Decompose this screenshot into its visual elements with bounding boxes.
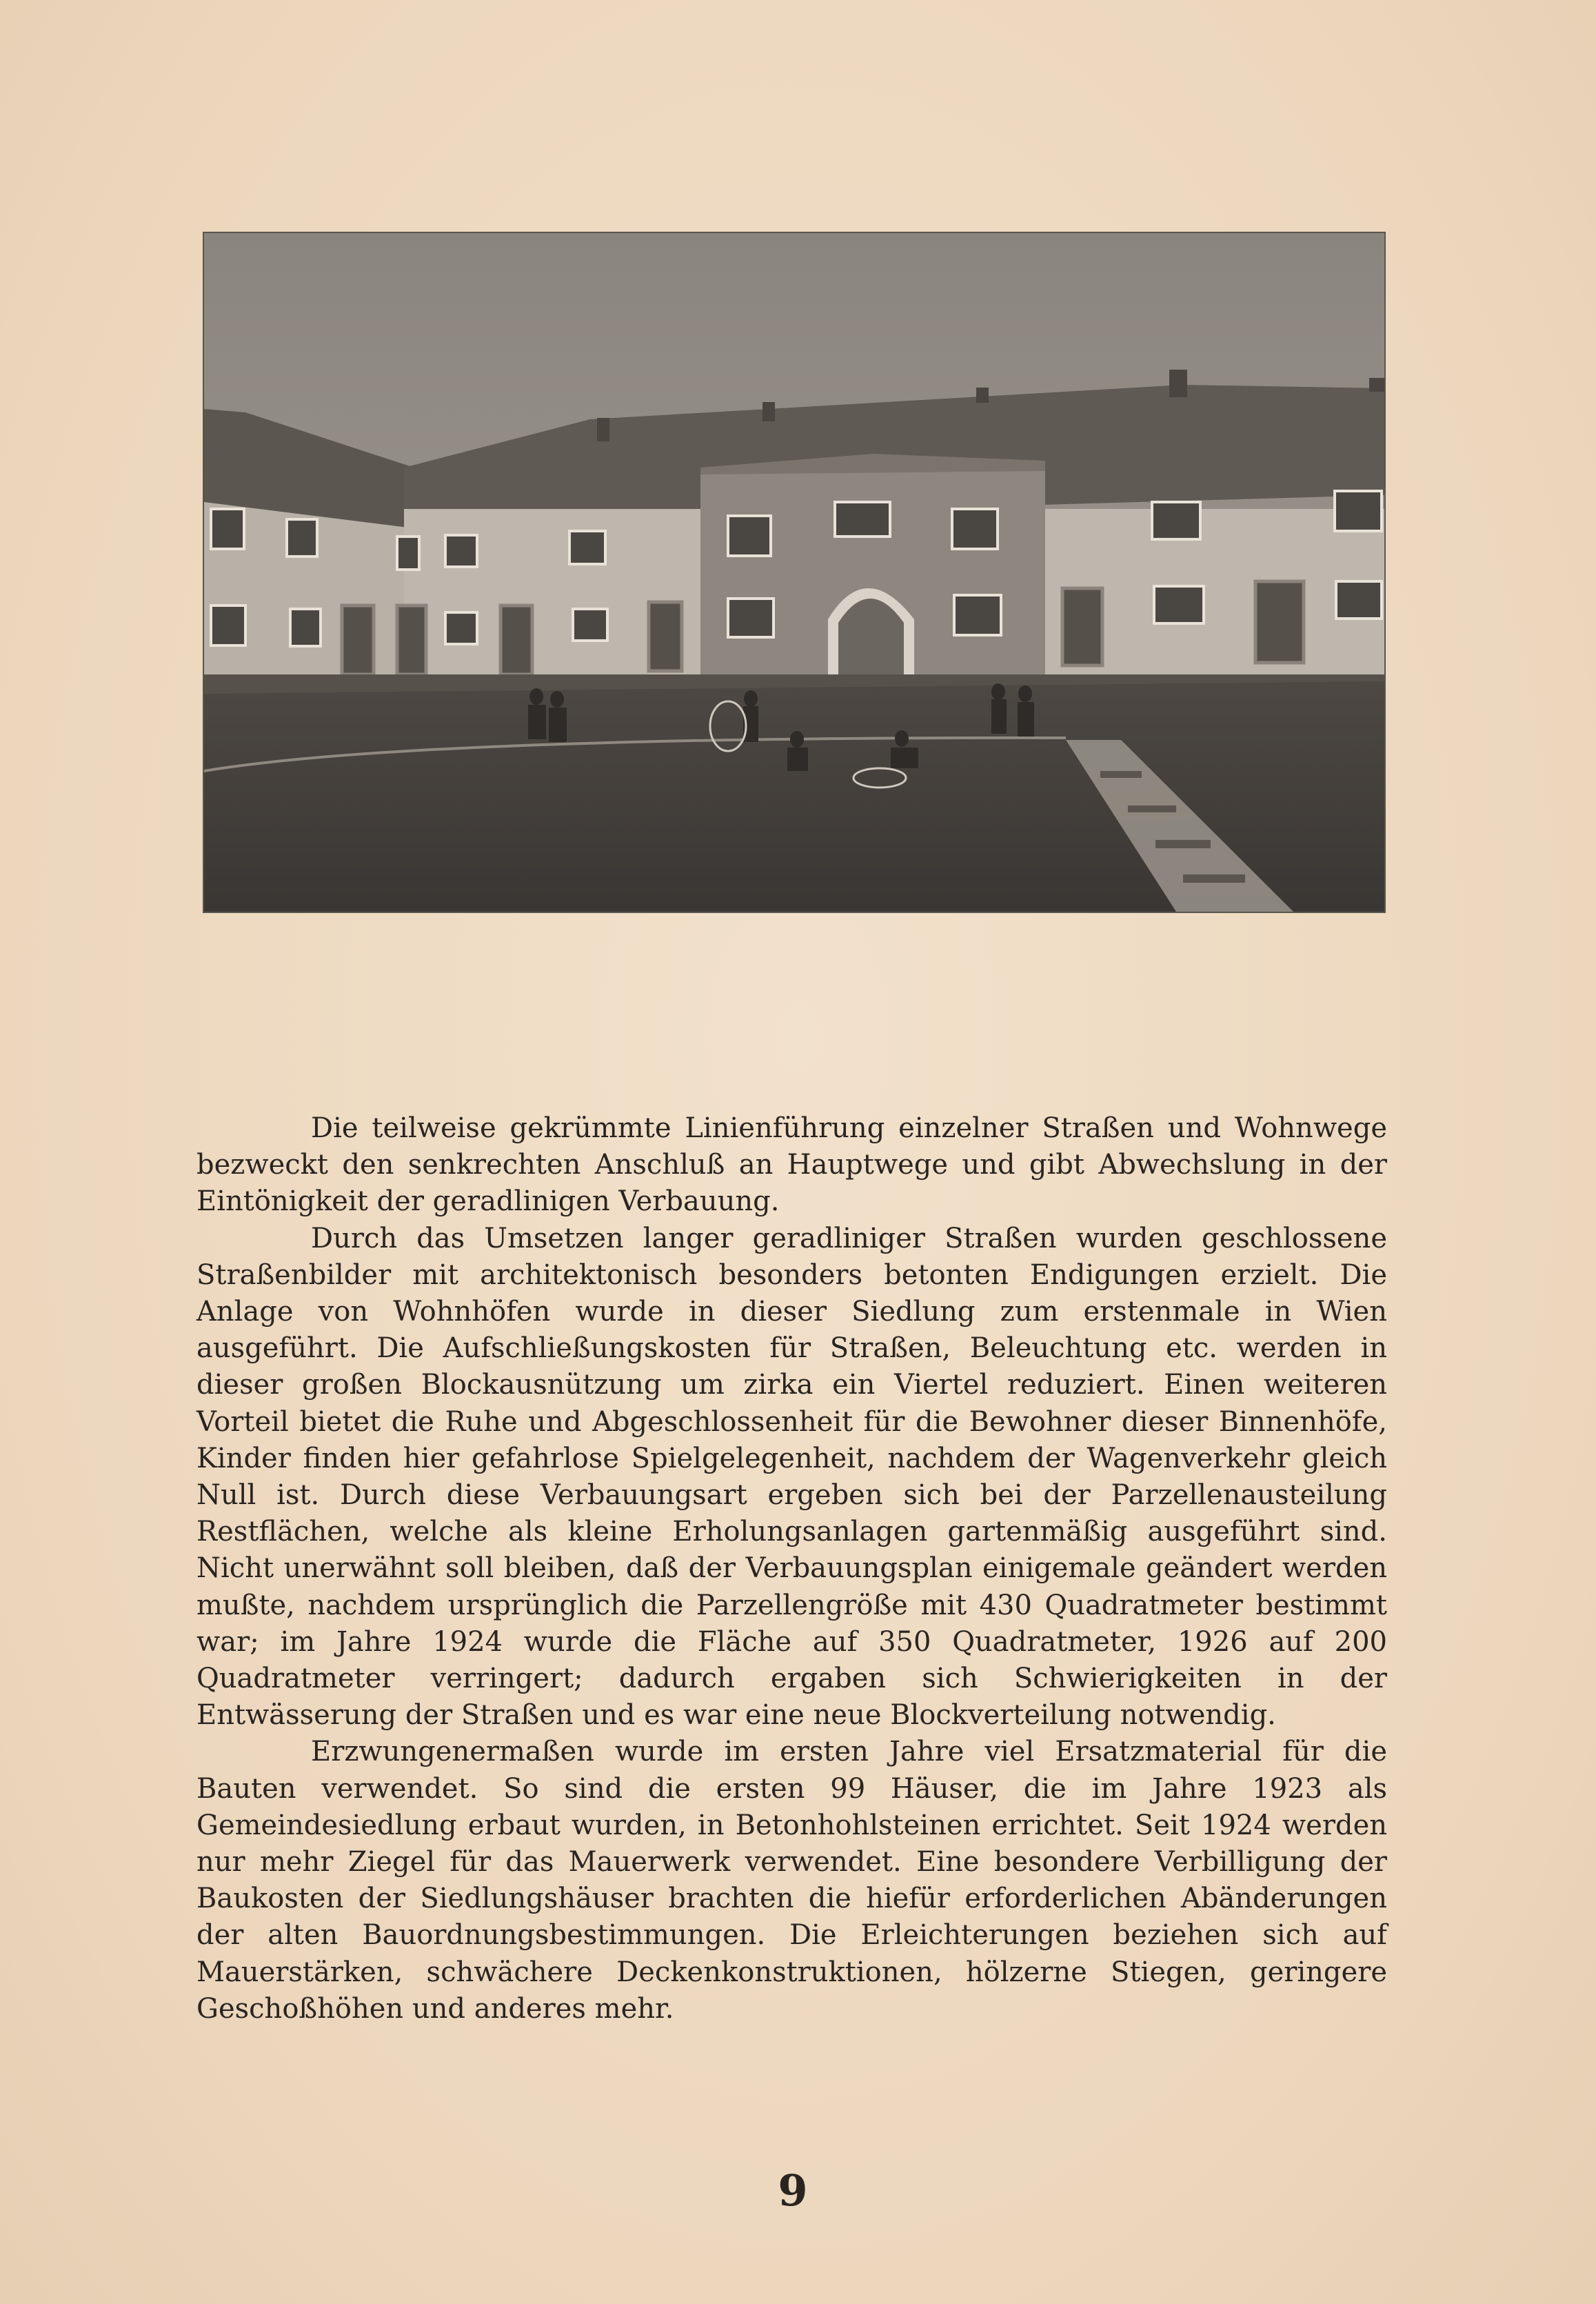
paragraph-3: Erzwungenermaßen wurde im ersten Jahre viel Ersatzmaterial für die Bauten verwendet. So sind die ersten 99 Häuser, die im Jahre 1923 als Gemeindesiedlung erbaut wurden, in Betonhohlsteinen errichtet. Seit 1924 werden nur mehr Ziegel für das Mauerwerk verwendet. Eine besondere Verbilligung der Baukosten der Siedlungshäuser brachten die hiefür erforderlichen Abänderungen der alten Bauordnungsbestimmungen. Die Erleichterungen beziehen sich auf Mauerstärken, schwächere Deckenkonstruktionen, hölzerne Stiegen, geringere Geschoßhöhen und anderes mehr.: [196, 1736, 1387, 2025]
body-text: [196, 1110, 1387, 2027]
paragraph-2: Durch das Umsetzen langer geradliniger Straßen wurden geschlossene Straßenbilder mit architektonisch besonders betonten Endigungen erzielt. Die Anlage von Wohnhöfen wurde in dieser Siedlung zum erstenmale in Wien ausgeführt. Die Aufschließungskosten für Straßen, Beleuchtung etc. werden in dieser großen Blockausnützung um zirka ein Viertel reduziert. Einen weiteren Vorteil bietet die Ruhe und Abgeschlossenheit für die Bewohner dieser Binnenhöfe, Kinder finden hier gefahrlose Spielgelegenheit, nachdem der Wagenverkehr gleich Null ist. Durch diese Verbauungsart ergeben sich bei der Parzellenausteilung Restflächen, welche als kleine Erholungsanlagen gartenmäßig ausgeführt sind. Nicht unerwähnt soll bleiben, daß der Verbauungsplan einigemale geändert werden mußte, nachdem ursprünglich die Parzellengröße mit 430 Quadratmeter bestimmt war; im Jahre 1924 wurde die Fläche auf 350 Quadratmeter, 1926 auf 200 Quadratmeter verringert; dadurch ergaben sich Schwierigkeiten in der Entwässerung der Straßen und es war eine neue Blockverteilung notwendig.: [196, 1222, 1387, 1732]
courtyard-photo: [204, 233, 1384, 912]
paragraph-1: Die teilweise gekrümmte Linienführung einzelner Straßen und Wohnwege bezweckt den senkrechten Anschluß an Hauptwege und gibt Abwechslung in der Eintönigkeit der geradlinigen Verbauung.: [196, 1112, 1387, 1218]
page-number: 9: [778, 2165, 808, 2216]
